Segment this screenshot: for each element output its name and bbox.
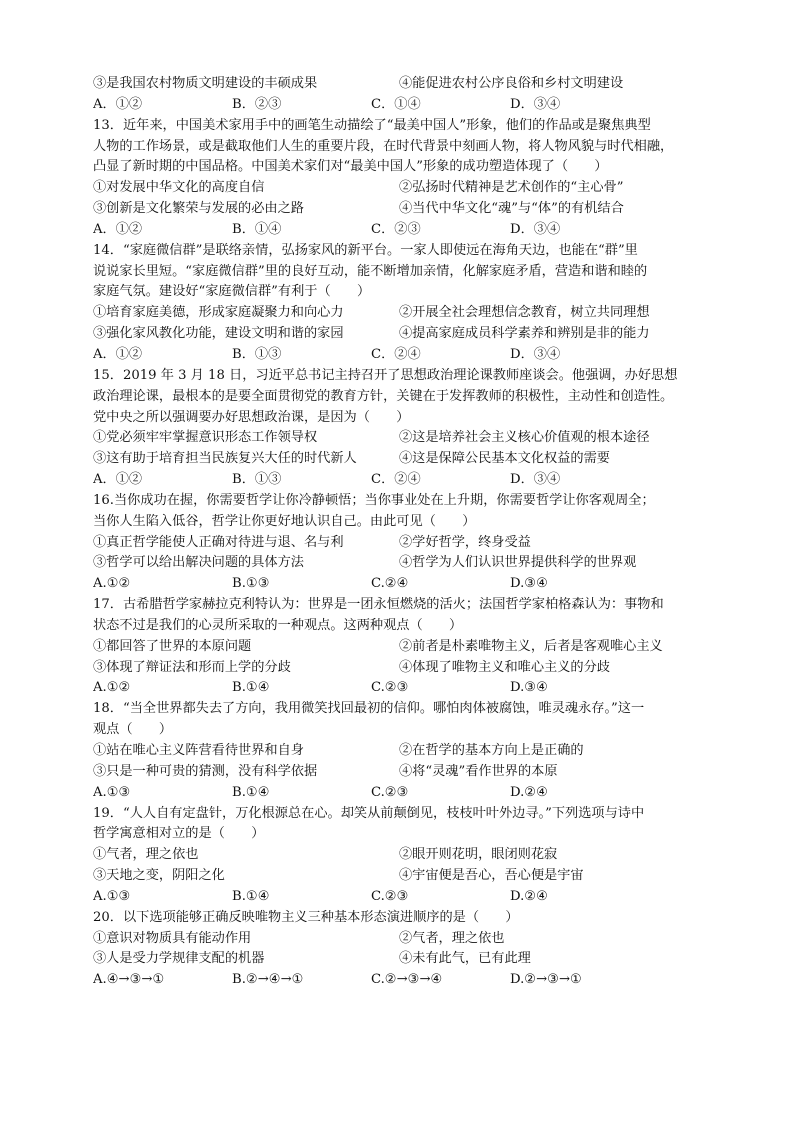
question-stem-line: 哲学寓意相对立的是（ ） xyxy=(93,826,265,842)
option-text: ②这是培养社会主义核心价值观的根本途径 xyxy=(399,430,650,446)
option-text: ①气者，理之依也 xyxy=(93,847,199,863)
choice-d[interactable]: D．③④ xyxy=(510,346,561,362)
option-text: ③人是受力学规律支配的机器 xyxy=(93,951,265,967)
options-row xyxy=(93,929,705,950)
choice-c[interactable]: C．②④ xyxy=(371,346,421,362)
question-20 xyxy=(93,908,705,991)
option-text: ③这有助于培育担当民族复兴大任的时代新人 xyxy=(93,451,357,467)
question-stem-line: 16.当你成功在握，你需要哲学让你冷静顿悟；当你事业处在上升期，你需要哲学让你客观周全； xyxy=(93,492,655,508)
choice-b[interactable]: B.①④ xyxy=(232,888,270,904)
options-row xyxy=(93,178,705,199)
option-text: ③天地之变，阴阳之化 xyxy=(93,868,225,884)
option-text: ④能促进农村公序良俗和乡村文明建设 xyxy=(399,76,624,91)
option-text: ④这是保障公民基本文化权益的需要 xyxy=(399,451,610,467)
question-stem-line: 人物的工作场景，或是截取他们人生的重要片段，在时代背景中刻画人物，将人物风貌与时代相融， xyxy=(93,138,674,154)
option-text: ④未有此气，已有此理 xyxy=(399,951,531,967)
option-text: ④体现了唯物主义和唯心主义的分歧 xyxy=(399,659,610,675)
option-text: ①对发展中华文化的高度自信 xyxy=(93,180,265,196)
question-19 xyxy=(93,804,705,908)
choice-c[interactable]: C.②③ xyxy=(371,888,409,904)
answer-choices xyxy=(93,220,705,241)
option-text: ①都回答了世界的本原问题 xyxy=(93,638,252,654)
options-row xyxy=(93,324,705,345)
option-text: ①真正哲学能使人正确对待进与退、名与利 xyxy=(93,534,344,550)
question-stem-line: 党中央之所以强调要办好思想政治课，是因为（ ） xyxy=(93,409,410,425)
answer-choices xyxy=(93,470,705,491)
question-stem-line: 15．2019 年 3 月 18 日，习近平总书记主持召开了思想政治理论课教师座谈会。他强调，办好思想 xyxy=(93,367,678,383)
option-text: ②在哲学的基本方向上是正确的 xyxy=(399,743,584,758)
options-row xyxy=(93,866,705,887)
question-stem-line: 20．以下选项能够正确反映唯物主义三种基本形态演进顺序的是（ ） xyxy=(93,909,519,925)
options-row xyxy=(93,845,705,866)
question-18 xyxy=(93,699,705,803)
option-text: ④提高家庭成员科学素养和辨别是非的能力 xyxy=(399,326,650,342)
question-stem-line: 状态不过是我们的心灵所采取的一种观点。这两种观点（ ） xyxy=(93,617,463,633)
choice-b[interactable]: B．①④ xyxy=(232,221,282,237)
option-text: ③创新是文化繁荣与发展的必由之路 xyxy=(93,201,304,217)
choice-a[interactable]: A．①② xyxy=(93,96,143,112)
choice-d[interactable]: D.②④ xyxy=(510,888,548,904)
choice-d[interactable]: D.②→③→① xyxy=(510,972,582,988)
answer-choices xyxy=(93,574,705,595)
q12-options-row xyxy=(93,74,705,95)
option-text: ①意识对物质具有能动作用 xyxy=(93,930,252,946)
choice-c[interactable]: C．①④ xyxy=(371,96,421,112)
choice-b[interactable]: B.①③ xyxy=(232,576,270,592)
question-14 xyxy=(93,241,705,366)
question-stem-line: 14．“家庭微信群”是联络亲情，弘扬家风的新平台。一家人即使远在海角天边，也能在“群”里 xyxy=(93,242,638,258)
question-stem-line: 17．古希腊哲学家赫拉克利特认为：世界是一团永恒燃烧的活火；法国哲学家柏格森认为：事物和 xyxy=(93,597,664,613)
option-text: ②学好哲学，终身受益 xyxy=(399,534,531,550)
option-text: ③哲学可以给出解决问题的具体方法 xyxy=(93,555,304,571)
question-17 xyxy=(93,595,705,699)
question-16 xyxy=(93,491,705,595)
option-text: ④将“灵魂”看作世界的本原 xyxy=(399,763,558,779)
choice-d[interactable]: D．③④ xyxy=(510,472,561,488)
choice-a[interactable]: A.①③ xyxy=(93,784,131,800)
answer-choices xyxy=(93,783,705,804)
choice-b[interactable]: B．①③ xyxy=(232,472,282,488)
choice-b[interactable]: B．②③ xyxy=(232,96,282,112)
option-text: ④当代中华文化“魂”与“体”的有机结合 xyxy=(399,201,624,217)
question-stem-line: 当你人生陷入低谷，哲学让你更好地认识自己。由此可见（ ） xyxy=(93,513,476,529)
q12-choices xyxy=(93,95,705,116)
options-row xyxy=(93,658,705,679)
answer-choices xyxy=(93,678,705,699)
question-15 xyxy=(93,366,705,491)
choice-d[interactable]: D.②④ xyxy=(510,784,548,800)
choice-d[interactable]: D．③④ xyxy=(510,221,561,237)
choice-d[interactable]: D．③④ xyxy=(510,96,561,112)
option-text: ④宇宙便是吾心，吾心便是宇宙 xyxy=(399,868,584,884)
options-row xyxy=(93,428,705,449)
question-stem-line: 13．近年来，中国美术家用手中的画笔生动描绘了“最美中国人”形象，他们的作品或是聚焦典型 xyxy=(93,117,651,133)
option-text: ②前者是朴素唯物主义，后者是客观唯心主义 xyxy=(399,638,663,654)
choice-b[interactable]: B．①③ xyxy=(232,346,282,362)
choice-a[interactable]: A.①③ xyxy=(93,888,131,904)
question-stem-line: 说说家长里短。“家庭微信群”里的良好互动，能不断增加亲情，化解家庭矛盾，营造和谐和睦的 xyxy=(93,263,648,279)
choice-c[interactable]: C.②③ xyxy=(371,784,409,800)
option-text: ①党必须牢牢掌握意识形态工作领导权 xyxy=(93,430,318,446)
option-text: ②眼开则花明，眼闭则花寂 xyxy=(399,847,558,863)
options-row xyxy=(93,741,705,762)
choice-a[interactable]: A．①② xyxy=(93,346,143,362)
exam-page xyxy=(93,74,705,991)
choice-a[interactable]: A.①② xyxy=(93,680,131,696)
choice-b[interactable]: B.①④ xyxy=(232,784,270,800)
question-13 xyxy=(93,116,705,241)
answer-choices xyxy=(93,887,705,908)
option-text: ④哲学为人们认识世界提供科学的世界观 xyxy=(399,555,637,571)
choice-a[interactable]: A．①② xyxy=(93,221,143,237)
option-text: ①站在唯心主义阵营看待世界和自身 xyxy=(93,743,304,758)
question-stem-line: 家庭气氛。建设好“家庭微信群”有利于（ ） xyxy=(93,284,371,300)
options-row xyxy=(93,303,705,324)
options-row xyxy=(93,533,705,554)
option-text: ③是我国农村物质文明建设的丰硕成果 xyxy=(93,76,318,91)
choice-c[interactable]: C.②④ xyxy=(371,576,409,592)
option-text: ②弘扬时代精神是艺术创作的“主心骨” xyxy=(399,180,624,196)
option-text: ③强化家风教化功能，建设文明和谐的家园 xyxy=(93,326,344,342)
question-stem-line: 18．“当全世界都失去了方向，我用微笑找回最初的信仰。哪怕肉体被腐蚀，唯灵魂永存。”这一 xyxy=(93,701,645,717)
options-row xyxy=(93,949,705,970)
choice-c[interactable]: C．②③ xyxy=(371,221,421,237)
choice-a[interactable]: A．①② xyxy=(93,472,143,488)
options-row xyxy=(93,637,705,658)
choice-b[interactable]: B.②→④→① xyxy=(232,972,304,988)
choice-d[interactable]: D.③④ xyxy=(510,576,548,592)
question-stem-line: 政治理论课，最根本的是要全面贯彻党的教育方针，关键在于发挥教师的积极性，主动性和创造性。 xyxy=(93,388,674,404)
option-text: ①培育家庭美德，形成家庭凝聚力和向心力 xyxy=(93,305,344,321)
answer-choices xyxy=(93,970,705,991)
choice-a[interactable]: A.④→③→① xyxy=(93,972,165,988)
options-row xyxy=(93,553,705,574)
choice-c[interactable]: C.②→③→④ xyxy=(371,972,443,988)
options-row xyxy=(93,199,705,220)
choice-a[interactable]: A.①② xyxy=(93,576,131,592)
option-text: ③只是一种可贵的猜测，没有科学依据 xyxy=(93,763,318,779)
question-stem-line: 观点（ ） xyxy=(93,722,173,738)
choice-c[interactable]: C．②④ xyxy=(371,472,421,488)
choice-d[interactable]: D.③④ xyxy=(510,680,548,696)
option-text: ②开展全社会理想信念教育，树立共同理想 xyxy=(399,305,650,321)
question-stem-line: 凸显了新时期的中国品格。中国美术家们对“最美中国人”形象的成功塑造体现了（ ） xyxy=(93,159,608,175)
option-text: ③体现了辩证法和形而上学的分歧 xyxy=(93,659,291,675)
answer-choices xyxy=(93,345,705,366)
options-row xyxy=(93,762,705,783)
option-text: ②气者，理之依也 xyxy=(399,930,505,946)
choice-b[interactable]: B.①④ xyxy=(232,680,270,696)
question-stem-line: 19．“人人自有定盘针，万化根源总在心。却笑从前颠倒见，枝枝叶叶外边寻。”下列选项与诗中 xyxy=(93,805,645,821)
options-row xyxy=(93,449,705,470)
choice-c[interactable]: C.②③ xyxy=(371,680,409,696)
